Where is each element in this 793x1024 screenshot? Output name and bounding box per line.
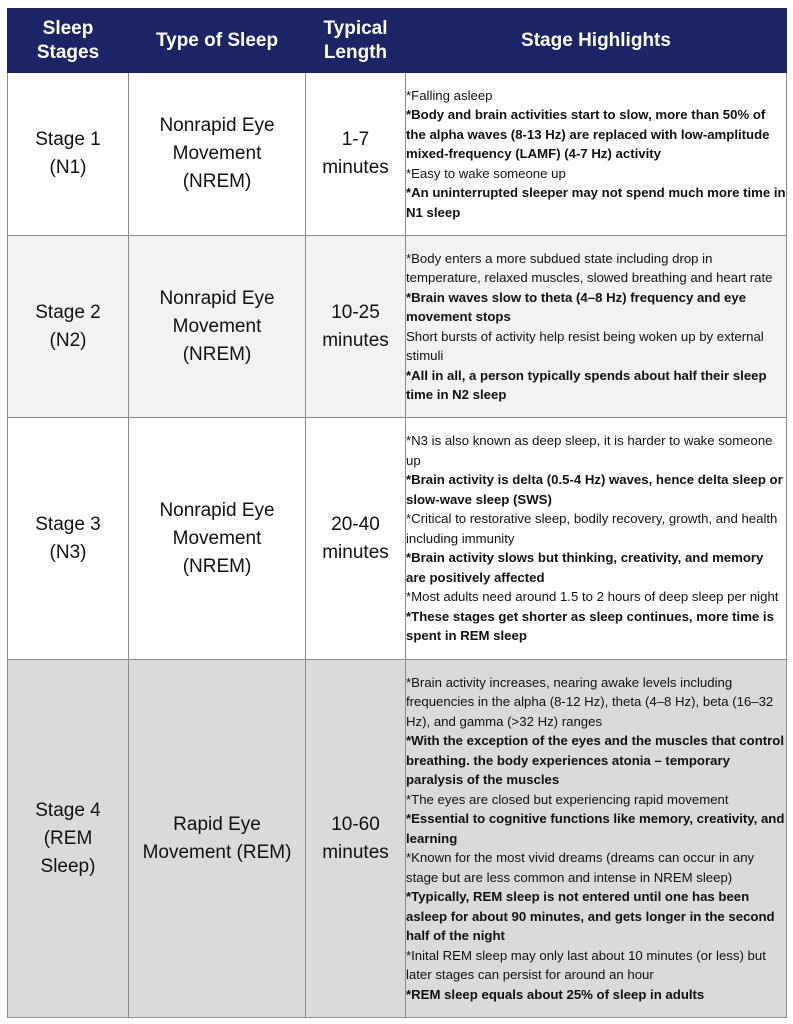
table-body [8,73,787,1018]
length-line: minutes [322,541,389,563]
highlight-item: *Critical to restorative sleep, bodily recovery, growth, and health including immunity [406,511,778,546]
header-line: Length [323,41,388,63]
stage-line: (N1) [49,157,87,178]
type-cell [129,418,306,660]
highlight-item: *Typically, REM sleep is not entered until one has been asleep for about 90 minutes, and gets longer in the second half of the night [406,889,775,944]
length-line: 20-40 [331,513,380,535]
length-cell [306,73,406,236]
table-row-stage-1 [8,73,787,236]
highlights-cell [406,236,787,418]
header-type-of-sleep [129,9,306,73]
length-line: minutes [322,841,389,863]
type-line: Nonrapid Eye [159,287,275,309]
sleep-stages-table [7,8,787,1018]
header-line: Typical [323,17,388,39]
type-line: Rapid Eye [173,813,261,835]
type-line: (NREM) [182,171,252,192]
stage-line: Sleep) [40,855,96,877]
type-line: Movement (REM) [142,841,292,863]
highlight-item: *Brain activity slows but thinking, creativity, and memory are positively affected [406,550,764,585]
stage-line: Stage 4 [35,799,101,821]
highlight-item: *Brain waves slow to theta (4–8 Hz) frequency and eye movement stops [406,289,747,324]
highlight-item: *Brain activity increases, nearing awake levels including frequencies in the alpha (8-12 Hz), theta (4–8 Hz), beta (16–32 Hz), and gamma (>32 Hz) ranges [406,674,774,729]
length-line: 1-7 [341,129,370,150]
highlight-item: *An uninterrupted sleeper may not spend much more time in N1 sleep [406,185,786,220]
highlight-item: *The eyes are closed but experiencing rapid movement [406,791,729,807]
table-row-stage-3 [8,418,787,660]
highlight-item: *Falling asleep [406,87,493,103]
highlight-item: *With the exception of the eyes and the muscles that control breathing. the body experiences atonia – temporary paralysis of the muscles [406,733,784,788]
highlight-item: *REM sleep equals about 25% of sleep in adults [406,986,705,1002]
table-header [8,9,787,73]
stage-cell [8,236,129,418]
length-line: minutes [322,157,389,178]
highlight-item: Short bursts of activity help resist being woken up by external stimuli [406,328,764,363]
stage-line: Stage 3 [35,513,101,535]
header-line: Sleep [42,17,94,39]
type-cell [129,73,306,236]
header-line: Stage Highlights [521,29,671,51]
table-row-stage-2 [8,236,787,418]
length-line: minutes [322,329,389,351]
type-line: Movement [172,315,262,337]
highlight-item: *All in all, a person typically spends about half their sleep time in N2 sleep [406,367,767,402]
type-line: (NREM) [182,343,252,365]
highlight-item: *Inital REM sleep may only last about 10 minutes (or less) but later stages can persist for around an hour [406,947,766,983]
header-sleep-stages [8,9,129,73]
header-line: Type of Sleep [155,29,279,51]
type-cell [129,660,306,1018]
stage-cell [8,73,129,236]
type-cell [129,236,306,418]
highlights-cell [406,73,787,236]
highlight-item: *N3 is also known as deep sleep, it is harder to wake someone up [406,433,773,468]
length-cell [306,418,406,660]
highlight-item: *Body and brain activities start to slow, more than 50% of the alpha waves (8-13 Hz) are replaced with low-amplitude mixed-frequency (LAMF) (4-7 Hz) activity [406,107,770,162]
stage-line: Stage 2 [35,301,101,323]
stage-cell [8,418,129,660]
table-row-stage-4 [8,660,787,1018]
length-line: 10-25 [331,301,380,323]
stage-line: (N3) [49,541,87,563]
type-line: (NREM) [182,555,252,577]
length-cell [306,236,406,418]
stage-line: (N2) [49,329,87,351]
type-line: Movement [172,143,262,164]
type-line: Nonrapid Eye [159,499,275,521]
highlight-item: *Body enters a more subdued state including drop in temperature, relaxed muscles, slowed breathing and heart rate [406,250,773,285]
type-line: Nonrapid Eye [159,115,275,136]
highlight-item: *Most adults need around 1.5 to 2 hours of deep sleep per night [406,589,779,605]
highlights-cell [406,418,787,660]
stage-cell [8,660,129,1018]
highlight-item: *Essential to cognitive functions like memory, creativity, and learning [406,811,785,846]
header-typical-length [306,9,406,73]
stage-line: Stage 1 [35,129,101,150]
stage-line: (REM [43,827,93,849]
header-row [8,9,787,73]
highlight-item: *These stages get shorter as sleep continues, more time is spent in REM sleep [406,608,774,644]
highlights-cell [406,660,787,1018]
highlight-item: *Brain activity is delta (0.5-4 Hz) waves, hence delta sleep or slow-wave sleep (SWS) [406,472,783,507]
length-line: 10-60 [331,813,380,835]
highlight-item: *Known for the most vivid dreams (dreams can occur in any stage but are less common and intense in NREM sleep) [406,850,755,885]
type-line: Movement [172,527,262,549]
header-line: Stages [36,41,100,63]
highlight-item: *Easy to wake someone up [406,165,566,181]
header-stage-highlights [406,9,787,73]
length-cell [306,660,406,1018]
